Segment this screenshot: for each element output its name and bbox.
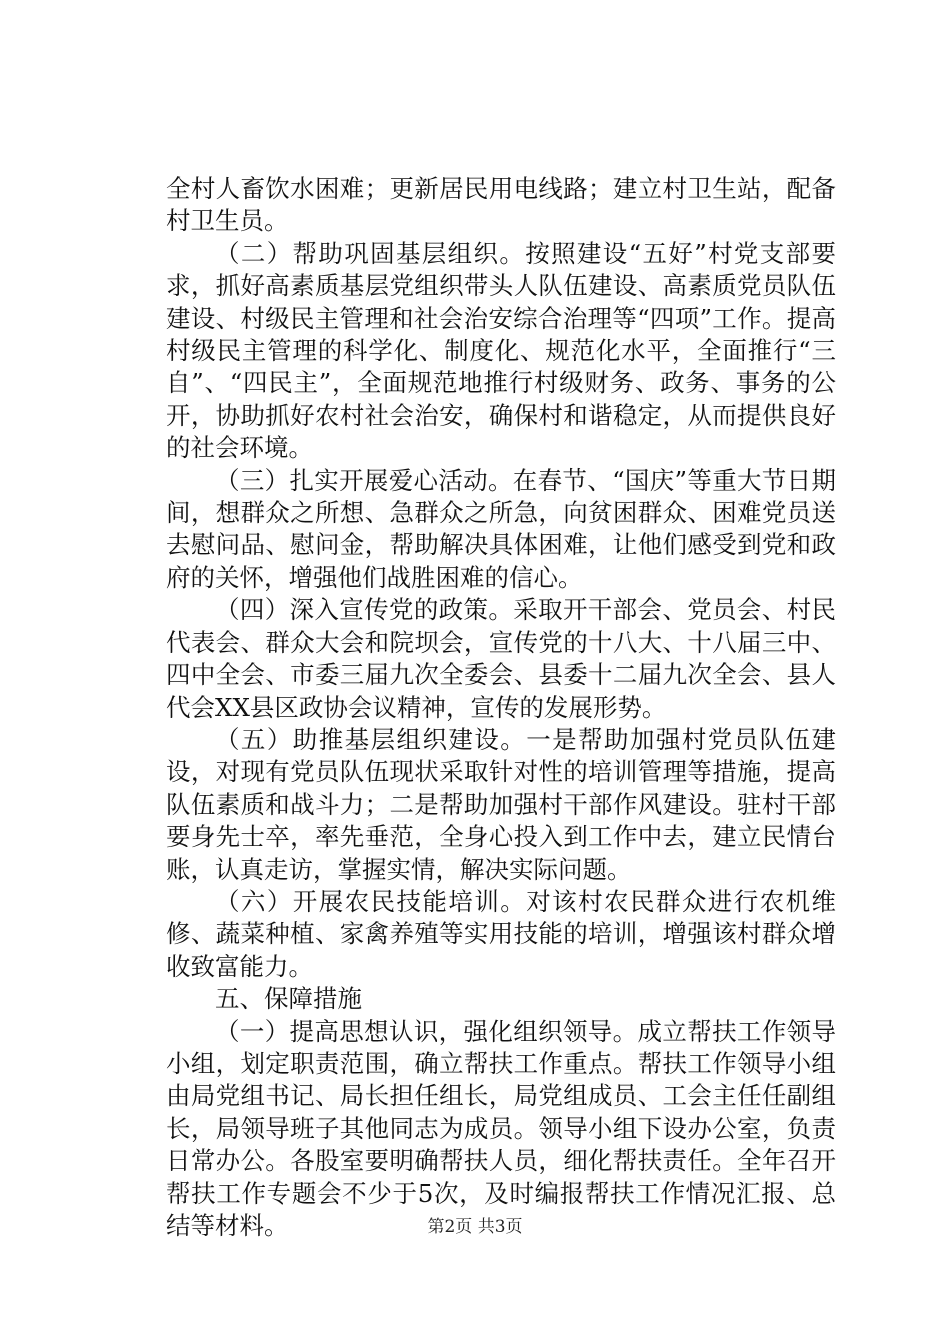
paragraph-section-5: （五）助推基层组织建设。一是帮助加强村党员队伍建设，对现有党员队伍现状采取针对性的培训管理等措施，提高队伍素质和战斗力；二是帮助加强村干部作风建设。驻村干部要身先士卒，率先垂范，全身心投入到工作中去，建立民情台账，认真走访，掌握实情，解决实际问题。 [166,724,836,884]
paragraph-safeguard-1: （一）提高思想认识，强化组织领导。成立帮扶工作领导小组，划定职责范围，确立帮扶工作重点。帮扶工作领导小组由局党组书记、局长担任组长，局党组成员、工会主任任副组长，局领导班子其他同志为成员。领导小组下设办公室，负责日常办公。各股室要明确帮扶人员，细化帮扶责任。全年召开帮扶工作专题会不少于5次，及时编报帮扶工作情况汇报、总结等材料。 [166,1016,836,1240]
page-number: 第2页 共3页 [427,1217,523,1237]
paragraph-section-4: （四）深入宣传党的政策。采取开干部会、党员会、村民代表会、群众大会和院坝会，宣传党的十八大、十八届三中、四中全会、市委三届九次全委会、县委十二届九次全会、县人代会XX县区政协会议精神，宣传的发展形势。 [166,595,836,722]
page-footer [0,1216,950,1238]
paragraph-continuation: 全村人畜饮水困难；更新居民用电线路；建立村卫生站，配备村卫生员。 [166,174,836,236]
paragraph-section-3: （三）扎实开展爱心活动。在春节、“国庆”等重大节日期间，想群众之所想、急群众之所急，向贫困群众、困难党员送去慰问品、慰问金，帮助解决具体困难，让他们感受到党和政府的关怀，增强他们战胜困难的信心。 [166,465,836,592]
section-heading-safeguards: 五、保障措施 [215,984,362,1014]
paragraph-section-2: （二）帮助巩固基层组织。按照建设“五好”村党支部要求，抓好高素质基层党组织带头人队伍建设、高素质党员队伍建设、村级民主管理和社会治安综合治理等“四项”工作。提高村级民主管理的科学化、制度化、规范化水平，全面推行“三自”、“四民主”，全面规范地推行村级财务、政务、事务的公开，协助抓好农村社会治安，确保村和谐稳定，从而提供良好的社会环境。 [166,238,836,463]
document-body [166,173,836,1242]
paragraph-section-6: （六）开展农民技能培训。对该村农民群众进行农机维修、蔬菜种植、家禽养殖等实用技能的培训，增强该村群众增收致富能力。 [166,886,836,981]
